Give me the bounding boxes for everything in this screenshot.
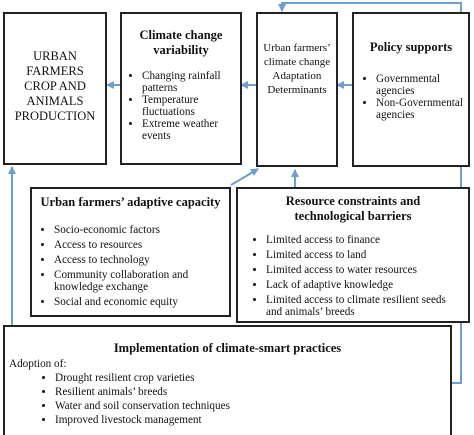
list-item: • Social and economic equity bbox=[54, 296, 223, 308]
list-item: • Limited access to land bbox=[266, 249, 462, 261]
list-item: • Extreme weather events bbox=[142, 118, 240, 142]
adaptive-list bbox=[32, 224, 229, 308]
implementation-title: Implementation of climate-smart practices bbox=[113, 341, 342, 355]
list-item: • Resilient animals’ breeds bbox=[55, 386, 450, 398]
arrow-adaptive-to-determinants bbox=[231, 169, 258, 185]
implementation-list bbox=[5, 372, 450, 426]
production-box bbox=[3, 12, 107, 165]
determinants-text: Urban farmers’ climate change Adaptation Determinants bbox=[263, 42, 331, 96]
resource-box bbox=[236, 187, 470, 323]
list-item: • Changing rainfall patterns bbox=[142, 70, 240, 94]
resource-title: Resource constraints and technological barriers bbox=[285, 194, 421, 223]
list-item: • Limited access to water resources bbox=[266, 264, 462, 276]
climate-list bbox=[122, 70, 240, 142]
policy-list bbox=[354, 73, 468, 121]
determinants-box bbox=[256, 12, 338, 167]
implementation-subtitle: Adoption of: bbox=[9, 358, 67, 370]
list-item: • Access to technology bbox=[54, 254, 223, 266]
adaptive-box bbox=[30, 187, 231, 317]
policy-title: Policy supports bbox=[369, 40, 453, 54]
adaptive-title: Urban farmers’ adaptive capacity bbox=[40, 195, 221, 209]
list-item: • Improved livestock management bbox=[55, 414, 450, 426]
climate-title: Climate change variability bbox=[139, 28, 223, 57]
list-item: • Non-Governmental agencies bbox=[376, 97, 468, 121]
policy-box bbox=[352, 12, 470, 167]
list-item: • Socio-economic factors bbox=[54, 224, 223, 236]
list-item: • Limited access to finance bbox=[266, 234, 462, 246]
list-item: • Drought resilient crop varieties bbox=[55, 372, 450, 384]
list-item: • Water and soil conservation techniques bbox=[55, 400, 450, 412]
resource-list bbox=[238, 234, 468, 318]
list-item: • Community collaboration and knowledge exchange bbox=[54, 269, 223, 293]
climate-box bbox=[120, 12, 242, 165]
implementation-box bbox=[3, 325, 452, 435]
list-item: • Governmental agencies bbox=[376, 73, 468, 97]
production-text: URBAN FARMERS CROP AND ANIMALS PRODUCTION bbox=[14, 49, 96, 123]
list-item: • Limited access to climate resilient seeds and animals’ breeds bbox=[266, 294, 462, 318]
list-item: • Lack of adaptive knowledge bbox=[266, 279, 462, 291]
list-item: • Access to resources bbox=[54, 239, 223, 251]
list-item: • Temperature fluctuations bbox=[142, 94, 240, 118]
